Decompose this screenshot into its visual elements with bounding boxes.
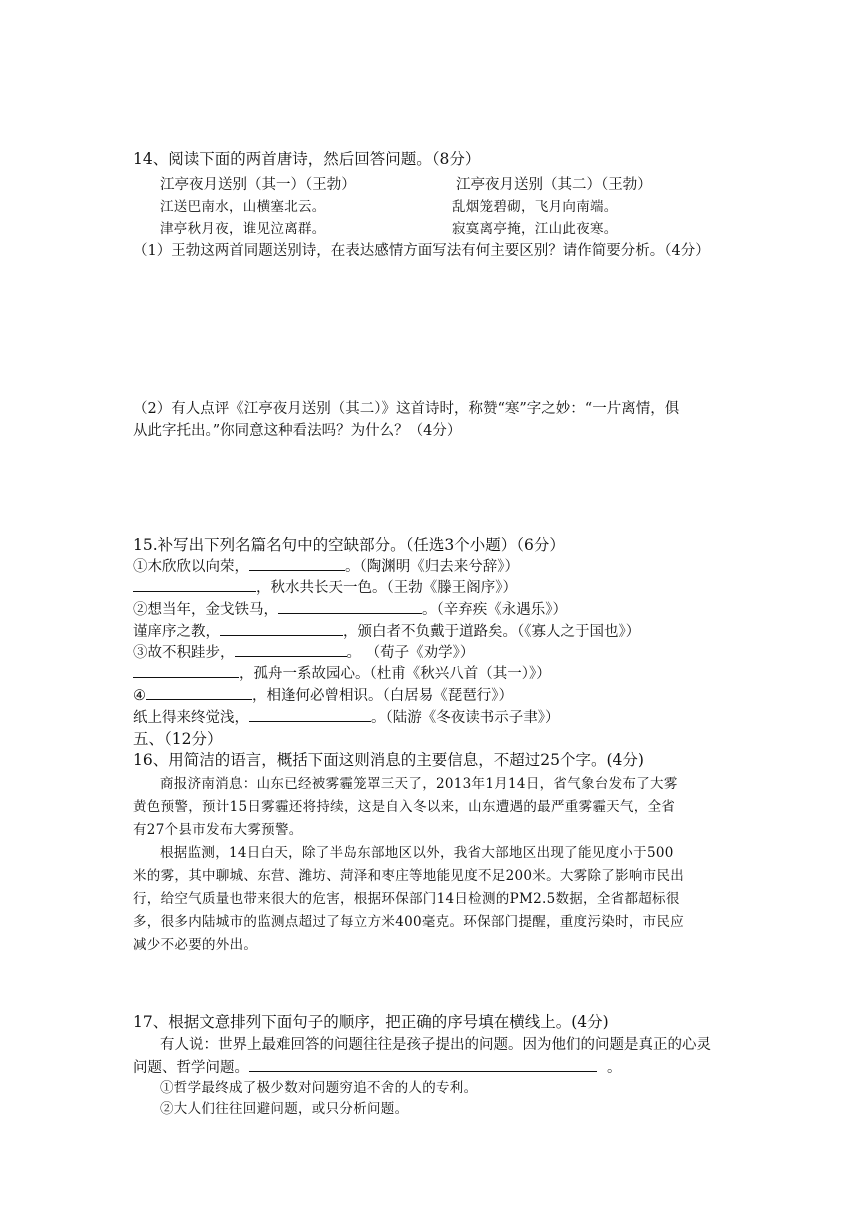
q16-para2-line3: 行，给空气质量也带来很大的危害，根据环保部门14日检测的PM2.5数据，全省都超标很 <box>133 891 680 907</box>
section-five-heading: 五、（12分） <box>133 730 223 748</box>
poem1-line1: 江送巴南水，山横塞北云。 <box>160 199 326 215</box>
q16-para2-line1: 根据监测，14日白天，除了半岛东部地区以外，我省大部地区出现了能见度小于500 <box>160 845 674 861</box>
q17-item-1: ①哲学最终成了极少数对问题穷追不舍的人的专利。 <box>160 1080 478 1096</box>
q17-passage-line1: 有人说：世界上最难回答的问题往往是孩子提出的问题。因为他们的问题是真正的心灵 <box>160 1037 711 1053</box>
q15-blank-5[interactable] <box>235 642 347 657</box>
q15-line1-text-b: 。（陶渊明《归去来兮辞》） <box>345 559 519 575</box>
q15-blank-1[interactable] <box>249 556 345 571</box>
q16-title: 16、用简洁的语言，概括下面这则消息的主要信息，不超过25个字。(4分) <box>133 751 644 769</box>
poem2-line2: 寂寞离亭掩，江山此夜寒。 <box>452 221 618 237</box>
q15-line3 <box>133 599 567 620</box>
q15-line3-text-b: 。（辛弃疾《永遇乐》） <box>422 602 567 618</box>
q15-blank-4[interactable] <box>220 621 343 636</box>
q15-blank-3[interactable] <box>278 599 422 614</box>
q15-line4 <box>133 621 640 642</box>
q15-line5-text-b: 。 （荀子《劝学》） <box>346 645 475 661</box>
poem1-line2: 津亭秋月夜，谁见泣离群。 <box>160 221 326 237</box>
q15-line4-text-a: 谨庠序之教， <box>133 624 220 640</box>
q15-line1 <box>133 556 519 577</box>
poem2-title: 江亭夜月送别（其二）（王勃） <box>456 177 652 193</box>
q15-line6 <box>133 663 551 684</box>
q15-line5 <box>133 642 474 663</box>
q15-line3-text-a: ②想当年，金戈铁马， <box>133 602 278 618</box>
q16-para1-line3: 有27个县市发布大雾预警。 <box>133 822 303 838</box>
q15-blank-2[interactable] <box>133 577 256 592</box>
q17-passage-line2-end: 。 <box>607 1060 622 1076</box>
q14-sub1: （1）王勃这两首同题送别诗，在表达感情方面写法有何主要区别？请作简要分析。（4分） <box>133 243 710 259</box>
q15-line8 <box>133 707 560 728</box>
q17-answer-blank[interactable] <box>249 1057 597 1072</box>
q15-line4-text-b: ，颁白者不负戴于道路矣。（《寡人之于国也》） <box>343 624 641 640</box>
q15-line7-text-a: ④ <box>133 688 146 704</box>
q15-line2 <box>133 577 517 598</box>
q15-line8-text-b: 。（陆游《冬夜读书示子聿》） <box>371 710 560 726</box>
q15-blank-8[interactable] <box>249 707 371 722</box>
q17-title: 17、根据文意排列下面句子的顺序，把正确的序号填在横线上。(4分) <box>133 1013 609 1031</box>
q15-line2-text: ，秋水共长天一色。（王勃《滕王阁序》） <box>256 580 517 596</box>
q15-blank-6[interactable] <box>133 663 239 678</box>
q15-line7 <box>133 685 513 706</box>
q15-blank-7[interactable] <box>146 685 252 700</box>
q16-para2-line2: 米的雾，其中聊城、东营、潍坊、菏泽和枣庄等地能见度不足200米。大雾除了影响市民出 <box>133 868 685 884</box>
q16-para1-line2: 黄色预警，预计15日雾霾还将持续，这是自入冬以来，山东遭遇的最严重雾霾天气，全省 <box>133 799 676 815</box>
q15-line5-text-a: ③故不积跬步， <box>133 645 235 661</box>
q17-passage-line2 <box>133 1057 622 1078</box>
q15-line6-text: ，孤舟一系故园心。（杜甫《秋兴八首（其一）》） <box>239 666 551 682</box>
poem2-line1: 乱烟笼碧砌，飞月向南端。 <box>452 199 618 215</box>
q15-line7-text-b: ，相逢何必曾相识。（白居易《琵琶行》） <box>252 688 513 704</box>
poem1-title: 江亭夜月送别（其一）（王勃） <box>160 177 356 193</box>
q17-passage-line2-text: 问题、哲学问题。 <box>133 1060 249 1076</box>
q17-item-2: ②大人们往往回避问题，或只分析问题。 <box>160 1101 409 1117</box>
q16-para2-line4: 多，很多内陆城市的监测点超过了每立方米400毫克。环保部门提醒，重度污染时，市民应 <box>133 914 685 930</box>
q14-sub2-line1: （2）有人点评《江亭夜月送别（其二）》这首诗时，称赞“寒”字之妙：“一片离情，俱 <box>133 401 680 417</box>
q16-para2-line5: 减少不必要的外出。 <box>133 937 258 953</box>
q14-sub2-line2: 从此字托出。”你同意这种看法吗？为什么？（4分） <box>133 423 462 439</box>
q15-title: 15.补写出下列名篇名句中的空缺部分。（任选3个小题）（6分） <box>133 536 565 554</box>
q14-title: 14、阅读下面的两首唐诗，然后回答问题。（8分） <box>133 150 481 168</box>
q16-para1-line1: 商报济南消息：山东已经被雾霾笼罩三天了，2013年1月14日，省气象台发布了大雾 <box>160 776 678 792</box>
q15-line8-text-a: 纸上得来终觉浅， <box>133 710 249 726</box>
q15-line1-text-a: ①木欣欣以向荣， <box>133 559 249 575</box>
